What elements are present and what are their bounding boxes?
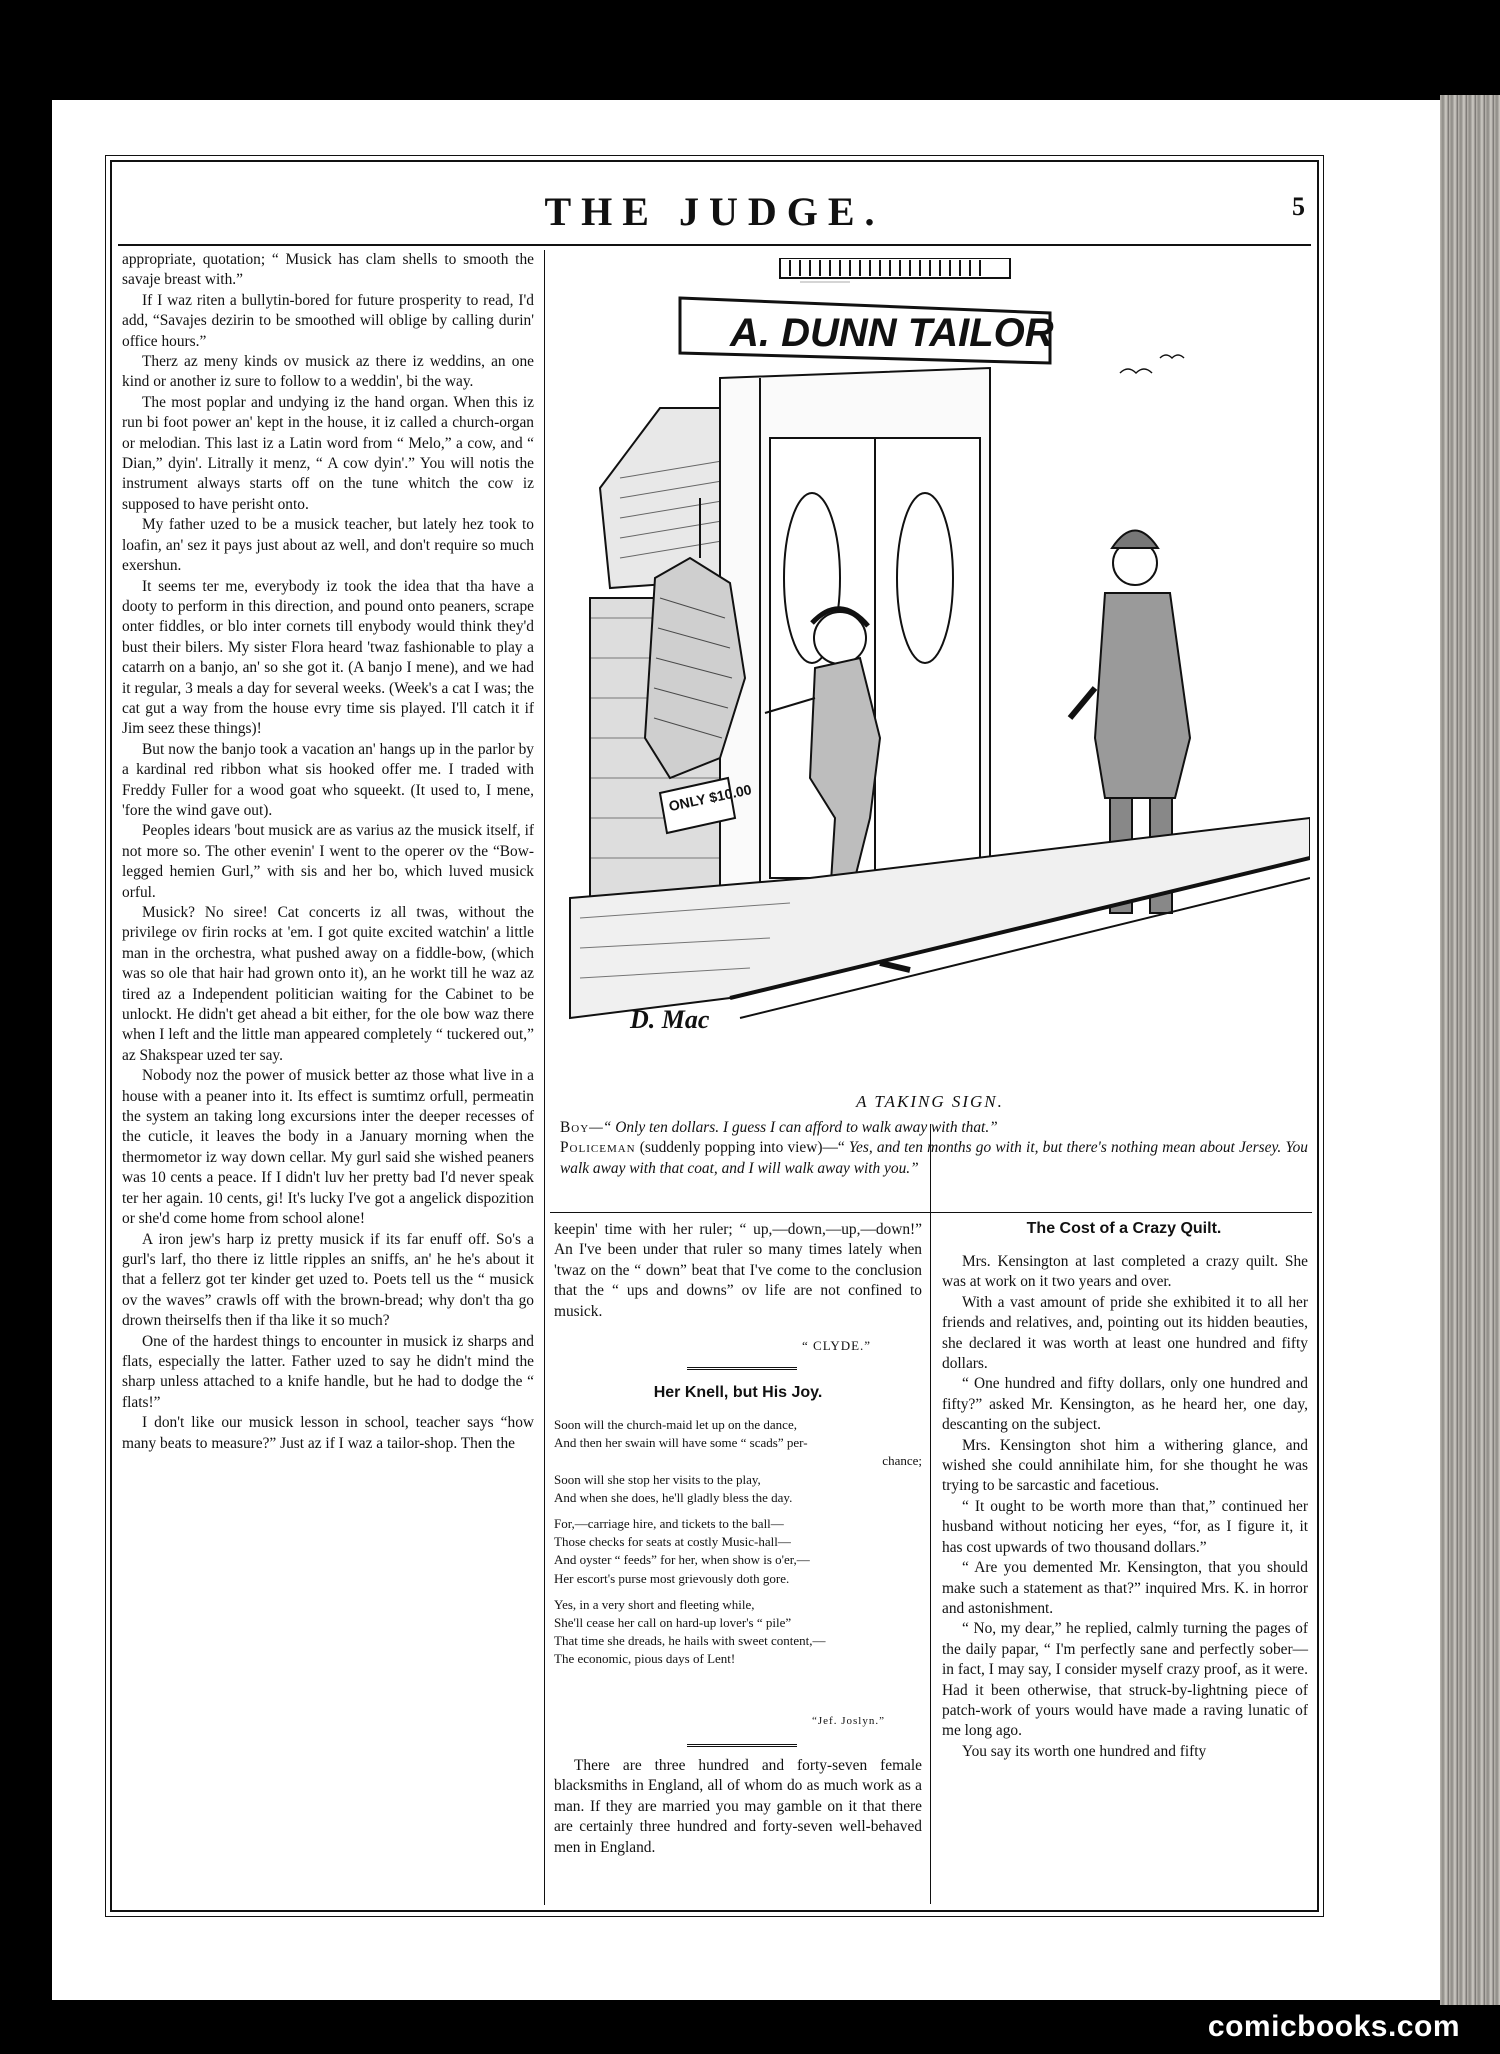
clyde-signature: “ CLYDE.” xyxy=(802,1338,872,1353)
cartoon-illustration xyxy=(550,258,1310,1093)
paragraph: Nobody noz the power of musick better az those what live in a house with a peaner into it. Its effect is sumtimz orfull, permeatin the system an taking long excursions inter the deeper recesses of the cuticle, it leaves the body in a January morning when the thermometor iz way down cellar. My gurl said she wished peaners was 10 cents a peace. If I didn't luv her pretty bad I'd never speak ter her again. 10 cents, gi! It's lucky I've got a angelick dispozition or she'd come home from school alone! xyxy=(122,1067,534,1228)
paragraph: But now the banjo took a vacation an' hangs up in the parlor by a kardinal red ribbon what sis hooked offer me. I traded with Freddy Fuller for a wood goat who squeekt. (It used to, I mene, 'fore the wind gave out). xyxy=(122,740,534,819)
poem-title: Her Knell, but His Joy. xyxy=(653,1384,823,1401)
section-rule xyxy=(687,1744,797,1747)
artist-signature: D. Mac xyxy=(630,1005,710,1034)
paragraph: Therz az meny kinds ov musick az there iz weddins, an one kind or another iz sure to follow to a weddin', bi the way. xyxy=(122,353,534,391)
crazy-quilt-title: The Cost of a Crazy Quilt. xyxy=(1026,1220,1222,1237)
paragraph: My father uzed to be a musick teacher, but lately hez took to loafin, an' sez it pays just about az well, and don't require so much exershun. xyxy=(122,516,534,575)
poem-line: And when she does, he'll gladly bless the day. xyxy=(554,1489,793,1505)
poem-line: And oyster “ feeds” for her, when show is o'er,— xyxy=(554,1552,810,1568)
poem-line: Soon will she stop her visits to the play, xyxy=(554,1471,761,1487)
poem-line: For,—carriage hire, and tickets to the ball— xyxy=(554,1516,784,1532)
paragraph: “ It ought to be worth more than that,” continued her husband without noticing her eyes, “for, as I figure it, it has cost upwards of two thousand dollars.” xyxy=(942,1497,1308,1556)
poem xyxy=(554,1416,922,1677)
paragraph: A iron jew's harp iz pretty musick if its far enuff off. So's a gurl's larf, tho there iz little ripples an sniffs, an' he he's about it that a fellerz got ter kinder get uzed to. Poets tell us the “ musick ov the waves” crawls off with the brown-bread; why don't tha go drown theirselfs then if tha like it so much? xyxy=(122,1230,534,1330)
cartoon-caption-body xyxy=(560,1118,1308,1179)
section-rule xyxy=(687,1367,797,1370)
blacksmiths-note xyxy=(554,1756,922,1858)
caption-stage-direction: (suddenly popping into view)—“ xyxy=(635,1139,849,1157)
caption-policeman-line: Yes, and ten months go with it, but there's nothing mean about Jersey. You walk away with that coat, and I will walk away with you.” xyxy=(560,1139,1308,1177)
poem-line: chance; xyxy=(882,1453,922,1469)
column-divider-right xyxy=(930,1124,931,1904)
poem-stanza xyxy=(554,1515,922,1588)
poem-signature: “Jef. Joslyn.” xyxy=(812,1715,885,1727)
poem-stanza xyxy=(554,1596,922,1669)
masthead-title: THE JUDGE. xyxy=(544,189,885,234)
paragraph: It seems ter me, everybody iz took the idea that tha have a dooty to perform in this direction, and pound onto peaners, scrape onter fiddles, or blo inter cornets till enybody would think they'd bust their bilers. My sister Flora heard 'twaz fashionable to play a catarrh on a banjo, an' so she got it. (A banjo I mene), and we had it regular, 3 meals a day for several weeks. (Week's a cat I was; the cat gut a way from the house evry time sis played. I'll catch it if Jim seez these things)! xyxy=(122,577,534,738)
caption-speaker-policeman: Policeman xyxy=(560,1139,636,1157)
paragraph: I don't like our musick lesson in school, teacher says “how many beats to measure?” Just az if I waz a tailor-shop. Then the xyxy=(122,1414,534,1452)
poem-line: Those checks for seats at costly Music-hall— xyxy=(554,1534,791,1550)
paragraph: The most poplar and undying iz the hand organ. When this iz run bi foot power an' kept in the house, it iz called a church-organ or melodian. This last iz a Latin word from “ Melo,” a cow, and “ Dian,” dyin'. Litrally it menz, “ A cow dyin'.” You will notis the instrument always starts off on the tune whitch the cow iz supposed to have perisht onto. xyxy=(122,393,534,513)
poem-line: The economic, pious days of Lent! xyxy=(554,1651,736,1667)
paragraph: appropriate, quotation; “ Musick has clam shells to smooth the savaje breast with.” xyxy=(122,251,534,289)
poem-stanza xyxy=(554,1416,922,1507)
paragraph: With a vast amount of pride she exhibited it to all her friends and relatives, and, pointing out its hidden beauties, she declared it was worth at least one hundred and fifty dollars. xyxy=(942,1293,1308,1373)
paragraph: There are three hundred and forty-seven female blacksmiths in England, all of whom do as much work as a man. If they are married you may gamble on it that there are certainly three hundred and forty-seven well-behaved men in England. xyxy=(554,1757,922,1856)
caption-separator-rule xyxy=(550,1212,1312,1213)
column-divider-left xyxy=(544,250,545,1905)
site-watermark: comicbooks.com xyxy=(1207,2010,1460,2043)
paragraph: “ No, my dear,” he replied, calmly turning the pages of the daily papar, “ I'm perfectly sane and perfectly sober—in fact, I may say, I consider myself crazy proof, as it were. Had it been otherwise, that struck-by-lightning piece of patch-work of yours would have made a raving lunatic of me long ago. xyxy=(942,1620,1308,1740)
poem-line: And then her swain will have some “ scads” per- xyxy=(554,1435,808,1451)
paragraph: Mrs. Kensington at last completed a crazy quilt. She was at work on it two years and over. xyxy=(942,1253,1308,1291)
paragraph: Mrs. Kensington shot him a withering glance, and wished she could annihilate him, for she thought he was trying to be sarcastic and facetious. xyxy=(942,1436,1308,1495)
cartoon-caption-title: A TAKING SIGN. xyxy=(856,1092,1004,1111)
paragraph: “ Are you demented Mr. Kensington, that you should make such a statement as that?” inquired Mrs. K. in horror and astonishment. xyxy=(942,1559,1308,1617)
shop-sign-text: A. DUNN TAILOR xyxy=(730,311,1054,355)
cartoon-drawing xyxy=(550,258,1310,1093)
paragraph: One of the hardest things to encounter in musick iz sharps and flats, especially the latter. Father uzed to say he didn't mind the sharp unless attached to a knife handle, but he had to dodge the “ flats!” xyxy=(122,1332,534,1411)
poem-line: Her escort's purse most grievously doth gore. xyxy=(554,1570,790,1586)
middle-column-continuation xyxy=(554,1220,922,1322)
crazy-quilt-article xyxy=(942,1252,1308,1762)
left-column-article xyxy=(122,250,534,1454)
paragraph: If I waz riten a bullytin-bored for future prosperity to read, I'd add, “Savajes dezirin to be smoothed will oblige by calling durin' office hours.” xyxy=(122,291,534,350)
poem-line: She'll cease her call on hard-up lover's “ pile” xyxy=(554,1615,792,1631)
poem-line: Yes, in a very short and fleeting while, xyxy=(554,1596,755,1612)
page-frame xyxy=(110,160,1319,1912)
poem-line: Soon will the church-maid let up on the dance, xyxy=(554,1417,797,1432)
caption-boy-line: —“ Only ten dollars. I guess I can afford to walk away with that.” xyxy=(589,1119,998,1136)
price-tag-text: ONLY $10.00 xyxy=(667,781,753,815)
book-page-edges xyxy=(1440,95,1500,2005)
paragraph: Musick? No siree! Cat concerts iz all twas, without the privilege ov firin rocks at 'em. I got quite excited watchin' a little man in the orchestra, what pushed away on a fiddle-bow, (which was so ole that hair had grown onto it), an he workt till he waz az tired az a Independent politician waiting for the Cabinet to be unlockt. He didn't get ahead a bit either, for the ole bow waz there when I left and the little man appeared completely “ tuckered out,” az Shakspear uzed ter say. xyxy=(122,904,534,1064)
paragraph: “ One hundred and fifty dollars, only one hundred and fifty?” asked Mr. Kensington, as he heard her, one day, descanting on the subject. xyxy=(942,1375,1308,1434)
page-number: 5 xyxy=(1292,192,1305,221)
paragraph: Peoples idears 'bout musick are as varius az the musick itself, if not more so. The other evenin' I went to the operer ov the “Bow-legged hemien Gurl,” with sis and her bo, which luved musick orful. xyxy=(122,822,534,901)
paragraph: keepin' time with her ruler; “ up,—down,—up,—down!” An I've been under that ruler so many times lately when 'twaz on the “ down” beat that I've come to the conclusion that the “ ups and downs” ov life are not confined to musick. xyxy=(554,1221,922,1320)
paragraph: You say its worth one hundred and fifty xyxy=(962,1742,1207,1760)
scan-top-border xyxy=(0,0,1500,100)
masthead-rule xyxy=(118,244,1311,246)
caption-speaker-boy: Boy xyxy=(560,1119,590,1136)
poem-line: That time she dreads, he hails with sweet content,— xyxy=(554,1633,826,1649)
